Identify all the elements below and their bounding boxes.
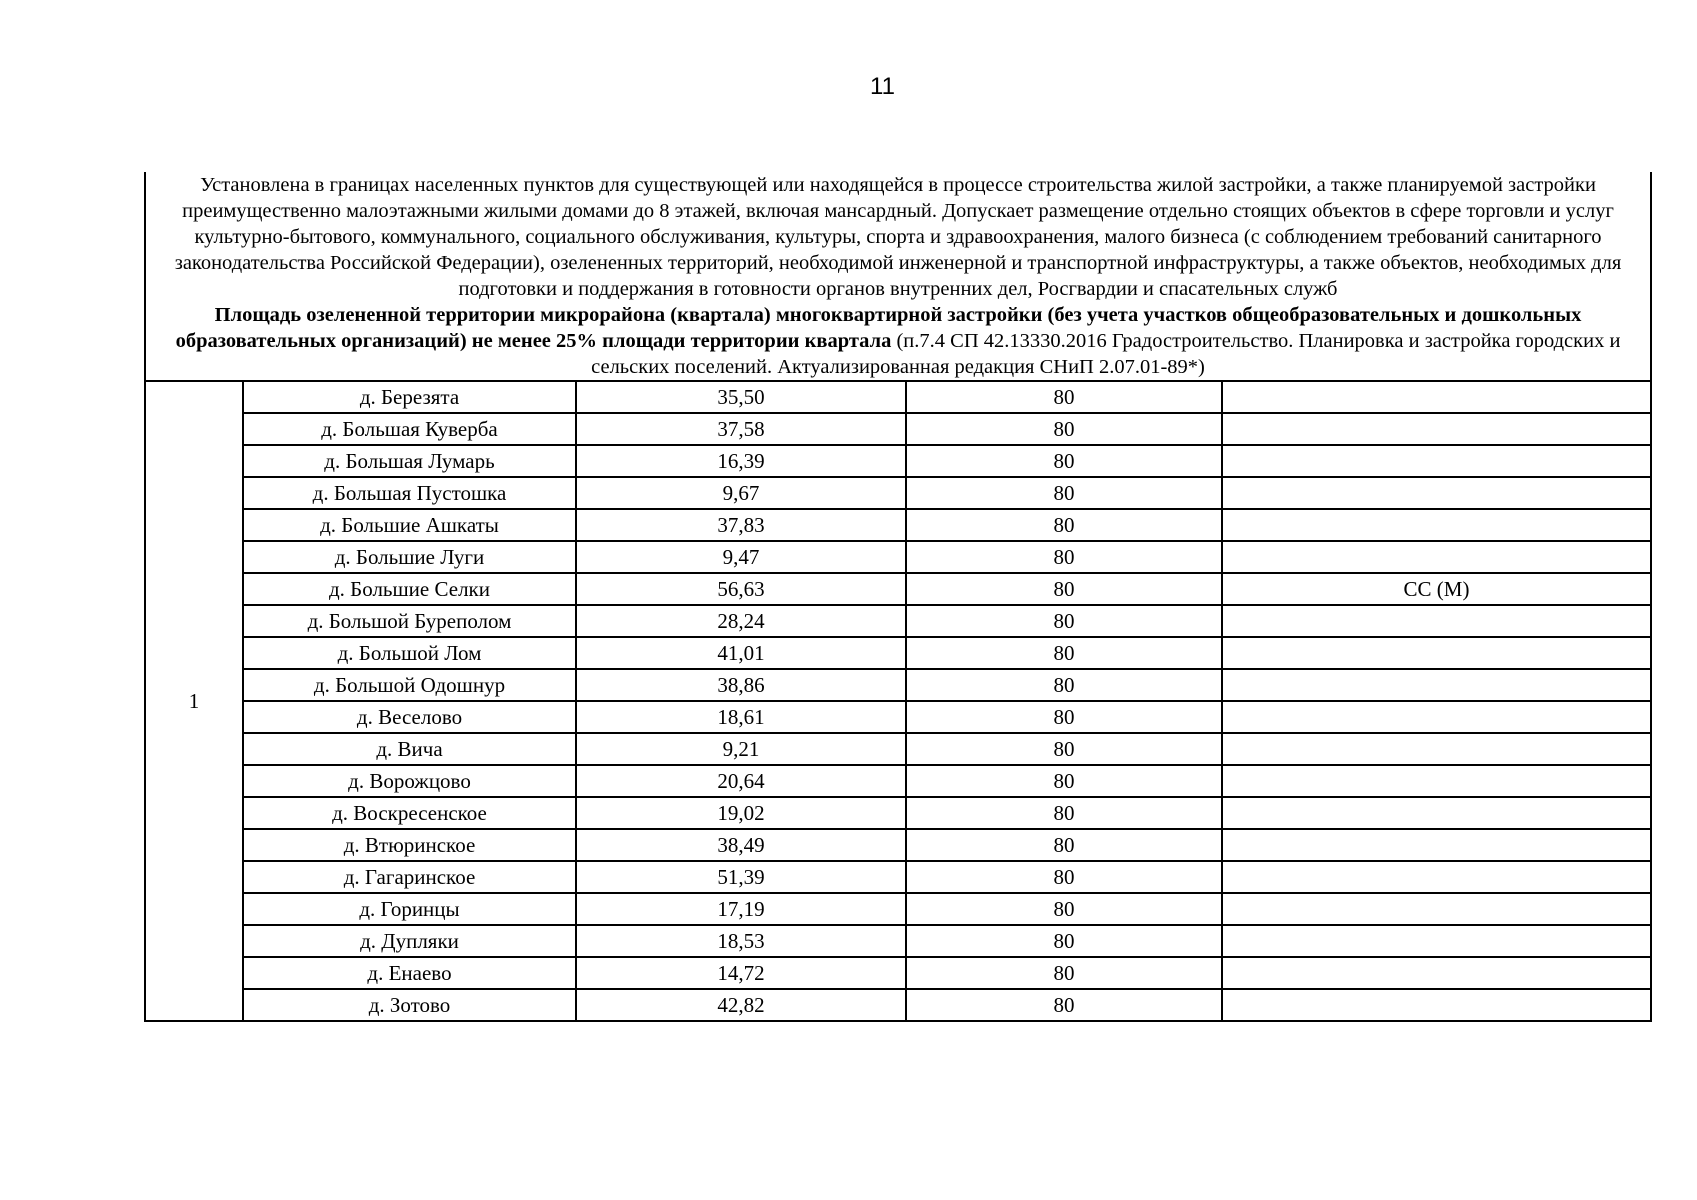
table-row — [145, 445, 1651, 477]
value-cell: 80 — [906, 413, 1222, 445]
note-cell — [1222, 829, 1651, 861]
table-row — [145, 669, 1651, 701]
value-cell: 80 — [906, 445, 1222, 477]
value-cell: 80 — [906, 797, 1222, 829]
area-cell: 56,63 — [576, 573, 906, 605]
table-row — [145, 829, 1651, 861]
value-cell: 80 — [906, 957, 1222, 989]
table-row — [145, 797, 1651, 829]
value-cell: 80 — [906, 893, 1222, 925]
note-cell — [1222, 509, 1651, 541]
table-row — [145, 957, 1651, 989]
page-number: 11 — [870, 73, 895, 100]
note-cell — [1222, 925, 1651, 957]
settlement-name-cell: д. Втюринское — [243, 829, 576, 861]
note-cell — [1222, 797, 1651, 829]
settlement-name-cell: д. Енаево — [243, 957, 576, 989]
note-cell — [1222, 413, 1651, 445]
table-row — [145, 509, 1651, 541]
table-body — [145, 172, 1651, 1021]
note-cell — [1222, 669, 1651, 701]
settlement-name-cell: д. Гагаринское — [243, 861, 576, 893]
table-row — [145, 381, 1651, 413]
intro-description: Установлена в границах населенных пунктов для существующей или находящейся в процессе строительства жилой застройки, а также планируемой застройки преимущественно малоэтажными жилыми домами до 8 этажей, включая мансардный. Допускает размещение отдельно стоящих объектов в сфере торговли и услуг культурно-бытового, коммунального, социального обслуживания, культуры, спорта и здравоохранения, малого бизнеса (с соблюдением требований санитарного законодательства Российской Федерации), озелененных территорий, необходимой инженерной и транспортной инфраструктуры, а также объектов, необходимых для подготовки и поддержания в готовности органов внутренних дел, Росгвардии и спасательных служб — [174, 174, 1622, 300]
settlement-name-cell: д. Вича — [243, 733, 576, 765]
value-cell: 80 — [906, 861, 1222, 893]
note-cell — [1222, 637, 1651, 669]
settlement-name-cell: д. Большой Одошнур — [243, 669, 576, 701]
table-row — [145, 765, 1651, 797]
table-row — [145, 573, 1651, 605]
area-cell: 28,24 — [576, 605, 906, 637]
settlement-name-cell: д. Большой Лом — [243, 637, 576, 669]
area-cell: 16,39 — [576, 445, 906, 477]
note-cell — [1222, 605, 1651, 637]
intro-reference: (п.7.4 СП 42.13330.2016 Градостроительство. Планировка и застройка городских и сельских поселений. Актуализированная редакция СНиП 2.07.01-89*) — [591, 330, 1621, 378]
note-cell — [1222, 381, 1651, 413]
area-cell: 35,50 — [576, 381, 906, 413]
note-cell — [1222, 733, 1651, 765]
area-cell: 38,49 — [576, 829, 906, 861]
area-cell: 17,19 — [576, 893, 906, 925]
zoning-table — [144, 172, 1652, 1022]
note-cell — [1222, 989, 1651, 1021]
area-cell: 51,39 — [576, 861, 906, 893]
value-cell: 80 — [906, 733, 1222, 765]
area-cell: 42,82 — [576, 989, 906, 1021]
settlement-name-cell: д. Большой Буреполом — [243, 605, 576, 637]
value-cell: 80 — [906, 605, 1222, 637]
note-cell — [1222, 957, 1651, 989]
area-cell: 37,83 — [576, 509, 906, 541]
settlement-name-cell: д. Ворожцово — [243, 765, 576, 797]
note-cell — [1222, 893, 1651, 925]
value-cell: 80 — [906, 669, 1222, 701]
area-cell: 18,61 — [576, 701, 906, 733]
note-cell: СС (М) — [1222, 573, 1651, 605]
table-row — [145, 605, 1651, 637]
area-cell: 9,47 — [576, 541, 906, 573]
settlement-name-cell: д. Березята — [243, 381, 576, 413]
value-cell: 80 — [906, 701, 1222, 733]
area-cell: 19,02 — [576, 797, 906, 829]
settlement-name-cell: д. Дупляки — [243, 925, 576, 957]
settlement-name-cell: д. Большая Лумарь — [243, 445, 576, 477]
table-row — [145, 477, 1651, 509]
note-cell — [1222, 861, 1651, 893]
note-cell — [1222, 477, 1651, 509]
value-cell: 80 — [906, 477, 1222, 509]
settlement-name-cell: д. Большая Куверба — [243, 413, 576, 445]
settlement-name-cell: д. Большая Пустошка — [243, 477, 576, 509]
intro-row — [145, 172, 1651, 381]
value-cell: 80 — [906, 541, 1222, 573]
intro-bold-requirement: Площадь озелененной территории микрорайона (квартала) многоквартирной застройки (без учета участков общеобразовательных и дошкольных образовательных организаций) не менее 25% площади территории квартала — [175, 304, 1582, 352]
value-cell: 80 — [906, 765, 1222, 797]
value-cell: 80 — [906, 381, 1222, 413]
area-cell: 41,01 — [576, 637, 906, 669]
intro-cell — [145, 172, 1651, 381]
table-row — [145, 861, 1651, 893]
settlement-name-cell: д. Большие Селки — [243, 573, 576, 605]
settlement-name-cell: д. Большие Луги — [243, 541, 576, 573]
value-cell: 80 — [906, 925, 1222, 957]
settlement-name-cell: д. Горинцы — [243, 893, 576, 925]
settlement-name-cell: д. Воскресенское — [243, 797, 576, 829]
area-cell: 9,67 — [576, 477, 906, 509]
table-row — [145, 701, 1651, 733]
settlement-name-cell: д. Зотово — [243, 989, 576, 1021]
settlement-name-cell: д. Большие Ашкаты — [243, 509, 576, 541]
table-row — [145, 541, 1651, 573]
table-row — [145, 637, 1651, 669]
area-cell: 20,64 — [576, 765, 906, 797]
area-cell: 9,21 — [576, 733, 906, 765]
group-number-cell: 1 — [145, 381, 243, 1021]
value-cell: 80 — [906, 573, 1222, 605]
table-row — [145, 989, 1651, 1021]
table-row — [145, 925, 1651, 957]
area-cell: 18,53 — [576, 925, 906, 957]
note-cell — [1222, 541, 1651, 573]
note-cell — [1222, 701, 1651, 733]
area-cell: 37,58 — [576, 413, 906, 445]
table-row — [145, 893, 1651, 925]
value-cell: 80 — [906, 509, 1222, 541]
area-cell: 38,86 — [576, 669, 906, 701]
value-cell: 80 — [906, 989, 1222, 1021]
note-cell — [1222, 445, 1651, 477]
value-cell: 80 — [906, 637, 1222, 669]
table-row — [145, 413, 1651, 445]
note-cell — [1222, 765, 1651, 797]
value-cell: 80 — [906, 829, 1222, 861]
settlement-name-cell: д. Веселово — [243, 701, 576, 733]
table-row — [145, 733, 1651, 765]
area-cell: 14,72 — [576, 957, 906, 989]
